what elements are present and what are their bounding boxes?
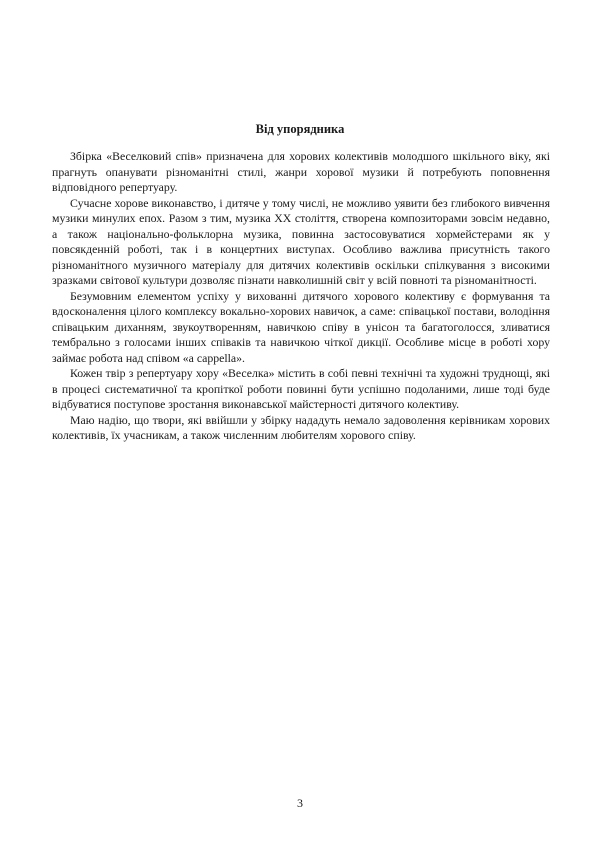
paragraph-vocal-skills: Безумовним елементом успіху у вихованні дитячого хорового колективу є формування та вдосконалення цілого комплексу вокально-хорових навичок, а саме: співацької постави, володіння співацьким диханням, звукоутворенням, навичкою співу в унісон та багатоголосся, зливатися тембрально з голосами інших співаків та навичкою чіткої дикції. Особливе місце в роботі хору займає робота над співом «a cappella». bbox=[52, 288, 550, 365]
paragraph-modern-performance: Сучасне хорове виконавство, і дитяче у тому числі, не можливо уявити без глибокого вивчення музики минулих епох. Разом з тим, музика XX століття, створена композиторами зовсім недавно, а також національно-фольклорна музика, повинна застосовуватися хормейстерами як у повсякденній роботі, так і в концертних виступах. Особливо важлива присутність такого різноманітного музичного матеріалу для дитячих колективів оскільки спілкування з високими зразками світової культури дозволяє пізнати навколишній світ у всій повноті та різноманітності. bbox=[52, 195, 550, 287]
page-number: 3 bbox=[297, 796, 303, 810]
paragraph-closing: Маю надію, що твори, які ввійшли у збірку нададуть немало задоволення керівникам хорових колективів, їх учасникам, а також численним любителям хорового співу. bbox=[52, 412, 550, 442]
paragraph-intro: Збірка «Веселковий спів» призначена для хорових колективів молодшого шкільного віку, які прагнуть опанувати різноманітні стилі, жанри хорової музики й потребують поповнення відповідного репертуару. bbox=[52, 149, 550, 194]
body-text bbox=[52, 149, 550, 444]
page-title: Від упорядника bbox=[255, 122, 345, 136]
paragraph-repertoire: Кожен твір з репертуару хору «Веселка» містить в собі певні технічні та художні труднощі, які в процесі систематичної та кропіткої роботи повинні бути успішно подоланими, лише тоді буде відбуватися поступове зростання виконавської майстерності дитячого колективу. bbox=[52, 366, 550, 411]
